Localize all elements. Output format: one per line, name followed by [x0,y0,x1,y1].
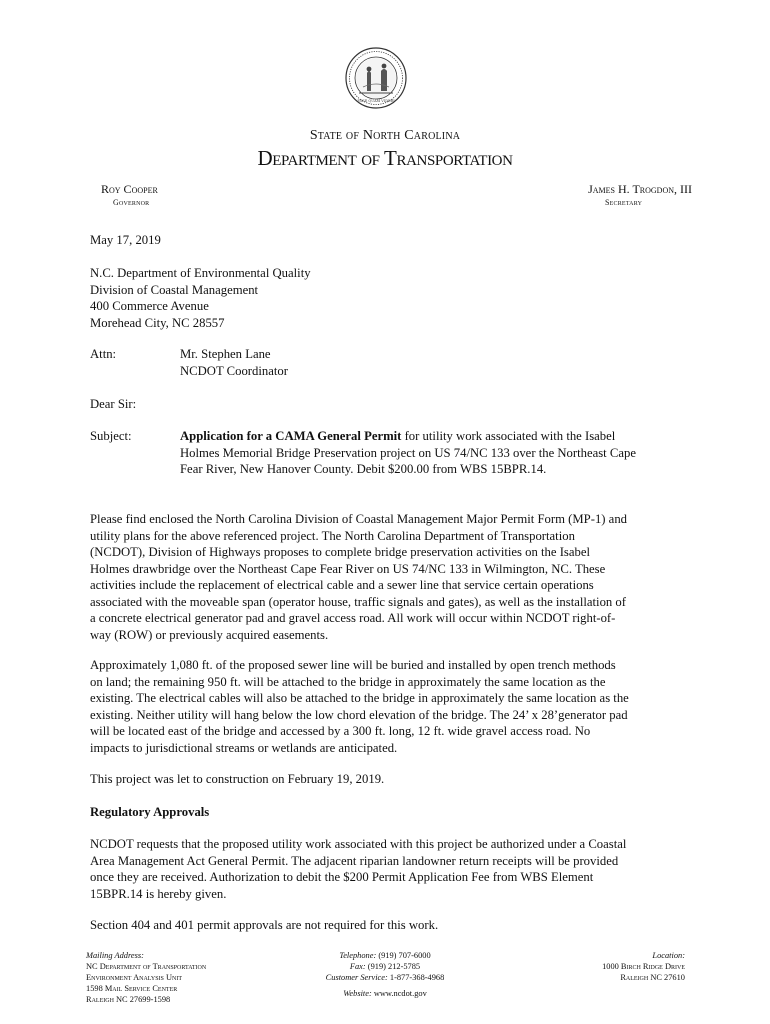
telephone-label: Telephone: [339,951,377,960]
paragraph-line: Approximately 1,080 ft. of the proposed sewer line will be buried and installed by open trench methods [90,658,616,672]
location-line: 1000 Birch Ridge Drive [602,962,685,971]
paragraph-line: will be located east of the bridge and accessed by a 300 ft. long, 12 ft. wide gravel access road. No [90,724,591,738]
governor-title: Governor [113,198,150,207]
subject-line: Holmes Memorial Bridge Preservation project on US 74/NC 133 over the Northeast Cape [180,445,636,460]
subject-line: Fear River, New Hanover County. Debit $200.00 from WBS 15BPR.14. [180,462,547,476]
governor-name: Roy Cooper [101,182,158,196]
subject-text [180,428,685,478]
mailing-line: Raleigh NC 27699-1598 [86,995,171,1004]
state-seal-icon [345,47,407,109]
paragraph-project-description [90,511,690,643]
customer-service-label: Customer Service: [325,973,388,982]
svg-text:ESSE QUAM VIDERI: ESSE QUAM VIDERI [357,99,395,103]
paragraph-line: activities include the replacement of electrical cable and a sewer line that service certain operations [90,578,594,592]
paragraph-line: impacts to jurisdictional streams or wetlands are anticipated. [90,740,398,755]
website-label: Website: [343,989,372,998]
paragraph-line: associated with the moveable span (operator house, traffic signals and gates), as well as the installation of [90,594,627,609]
mailing-label: Mailing Address: [86,951,144,960]
footer-location [602,950,685,983]
paragraph-line: existing. The electrical cables will also be attached to the bridge in approximately the same location as the [90,691,629,705]
fax-number: (919) 212-5785 [367,962,421,971]
subject-bold: Application for a CAMA General Permit [180,429,402,443]
fax-label: Fax: [349,962,366,971]
salutation: Dear Sir: [90,397,137,411]
secretary-title: Secretary [605,198,643,207]
paragraph-line: once they are received. Authorization to debit the $200 Permit Application Fee from WBS Element [90,870,594,884]
paragraph-line: (NCDOT), Division of Highways proposes to complete bridge preservation activities on the Isabel [90,545,590,559]
recipient-address [90,265,311,331]
subject-label: Subject: [90,429,132,443]
letter-date: May 17, 2019 [90,233,161,247]
customer-service-number: 1-877-368-4968 [389,973,445,982]
department-heading: Department of Transportation [257,146,513,170]
paragraph-line: 15BPR.14 is hereby given. [90,886,227,901]
attn-recipient [180,346,288,379]
location-line: Raleigh NC 27610 [620,973,685,982]
attn-line: NCDOT Coordinator [180,363,288,378]
paragraph-line: utility plans for the above referenced project. The North Carolina Department of Transportation [90,528,575,543]
paragraph-line: a concrete electrical generator pad and gravel access road. All work will occur within NCDOT right-of- [90,611,616,625]
address-line: Division of Coastal Management [90,282,259,297]
website-link[interactable]: www.ncdot.gov [373,989,427,998]
paragraph-construction-date: This project was let to construction on February 19, 2019. [90,772,385,786]
section-heading-regulatory-approvals: Regulatory Approvals [90,805,210,819]
mailing-line: 1598 Mail Service Center [86,984,178,993]
paragraph-line: Area Management Act General Permit. The adjacent riparian landowner return receipts will be provided [90,853,619,868]
subject-line: for utility work associated with the Isabel [401,429,616,443]
paragraph-permit-request [90,836,690,902]
paragraph-line: way (ROW) or previously acquired easements. [90,627,329,642]
mailing-line: NC Department of Transportation [86,962,207,971]
paragraph-section-404: Section 404 and 401 permit approvals are not required for this work. [90,918,439,932]
paragraph-utility-details [90,657,690,756]
secretary-name: James H. Trogdon, III [588,182,692,196]
paragraph-line: existing. Neither utility will hang below the low chord elevation of the bridge. The 24’ x 28’generator pad [90,707,628,722]
address-line: N.C. Department of Environmental Quality [90,266,311,280]
paragraph-line: NCDOT requests that the proposed utility work associated with this project be authorized under a Coastal [90,837,627,851]
location-label: Location: [652,951,685,960]
address-line: Morehead City, NC 28557 [90,315,225,330]
address-line: 400 Commerce Avenue [90,299,209,313]
attn-label: Attn: [90,347,117,361]
state-name-heading: State of North Carolina [309,128,461,143]
mailing-line: Environment Analysis Unit [86,973,182,982]
telephone-number: (919) 707-6000 [378,951,431,960]
paragraph-line: Holmes drawbridge over the Northeast Cape Fear River on US 74/NC 133 in Wilmington, NC. These [90,561,606,576]
attn-line: Mr. Stephen Lane [180,347,271,361]
paragraph-line: Please find enclosed the North Carolina Division of Coastal Management Major Permit Form (MP-1) and [90,512,628,526]
paragraph-line: on land; the remaining 950 ft. will be attached to the bridge in approximately the same location as the [90,674,606,689]
